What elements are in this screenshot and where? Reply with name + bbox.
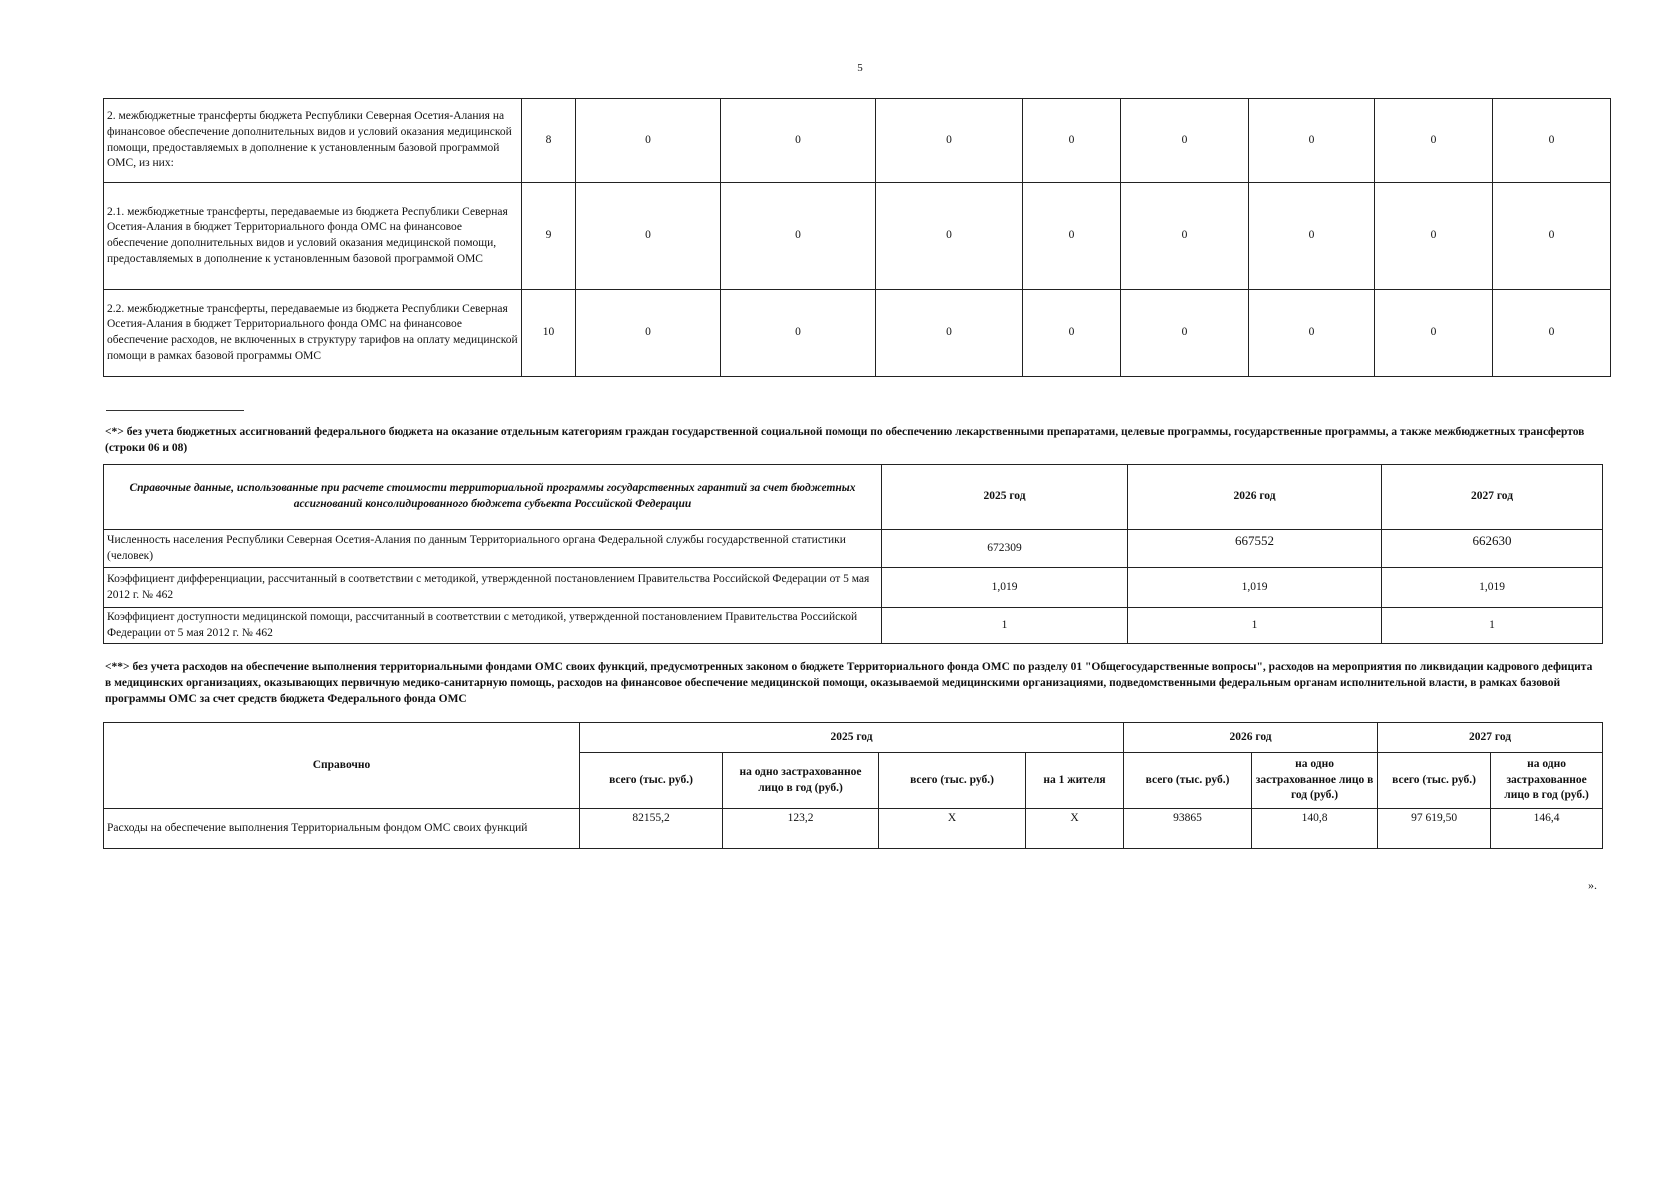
cell-value: 0 [1121,183,1249,290]
cell-value: 662630 [1382,530,1603,568]
cell-value: 0 [1375,183,1493,290]
reference-data-table [103,464,1603,644]
table-row [104,183,1611,290]
cell-value: 0 [1249,183,1375,290]
column-header-label: Справочно [104,723,580,809]
cell-value: 0 [1249,99,1375,183]
row-code: 10 [522,290,576,377]
cell-value: 0 [1493,99,1611,183]
column-header-2026: 2026 год [1128,465,1382,530]
row-code: 8 [522,99,576,183]
cell-value: 1 [1128,608,1382,644]
cell-value: 97 619,50 [1378,809,1491,849]
transfers-table [103,98,1611,377]
cell-value: 0 [1249,290,1375,377]
cell-value: 0 [1121,290,1249,377]
cell-value: 0 [876,183,1023,290]
column-header-2025: 2025 год [882,465,1128,530]
cell-value: 1,019 [1382,568,1603,608]
table-header-row [104,465,1603,530]
row-label: Численность населения Республики Северная Осетия-Алания по данным Территориального органа Федеральной службы государственной статистики (человек) [104,530,882,568]
cell-value: 0 [1023,290,1121,377]
cell-value: 0 [1375,290,1493,377]
expenses-reference-table [103,722,1603,849]
cell-value: 0 [576,290,721,377]
footnote-separator [106,410,244,411]
cell-value: 0 [1493,183,1611,290]
cell-value: 1,019 [882,568,1128,608]
column-header-total: всего (тыс. руб.) [879,753,1026,809]
cell-value: 1 [1382,608,1603,644]
row-label: Коэффициент дифференциации, рассчитанный в соответствии с методикой, утвержденной постановлением Правительства Российской Федерации от 5 мая 2012 г. № 462 [104,568,882,608]
table-row [104,530,1603,568]
cell-value: 0 [1493,290,1611,377]
page-number: 5 [857,62,863,74]
column-header-total: всего (тыс. руб.) [580,753,723,809]
cell-value: 0 [1121,99,1249,183]
column-header-total: всего (тыс. руб.) [1124,753,1252,809]
cell-value: 0 [721,99,876,183]
cell-value: 1 [882,608,1128,644]
cell-value: 0 [1023,183,1121,290]
row-description: 2.2. межбюджетные трансферты, передаваемые из бюджета Республики Северная Осетия-Алания в бюджет Территориального фонда ОМС на финансовое обеспечение расходов, не включенных в структуру тарифов на оплату медицинской помощи в рамках базовой программы ОМС [104,290,522,377]
cell-value: 667552 [1128,530,1382,568]
cell-value: 82155,2 [580,809,723,849]
table-row [104,608,1603,644]
cell-value: 1,019 [1128,568,1382,608]
column-header-per-resident: на 1 жителя [1026,753,1124,809]
column-header-per-insured: на одно застрахованное лицо в год (руб.) [1252,753,1378,809]
footnote-2: <**> без учета расходов на обеспечение выполнения территориальными фондами ОМС своих функций, предусмотренных законом о бюджете Территориального фонда ОМС по разделу 01 "Общегосударственные вопросы", расходов на мероприятия по ликвидации кадрового дефицита в медицинских организациях, оказывающих первичную медико-санитарную помощь, расходов на финансовое обеспечение медицинской помощи, оказываемой медицинскими организациями, подведомственными федеральным органам исполнительной власти, в рамках базовой программы ОМС за счет средств бюджета Федерального фонда ОМС [105,661,1593,706]
cell-value: 0 [1375,99,1493,183]
cell-value: 140,8 [1252,809,1378,849]
table-row [104,568,1603,608]
row-label: Коэффициент доступности медицинской помощи, рассчитанный в соответствии с методикой, утвержденной постановлением Правительства Российской Федерации от 5 мая 2012 г. № 462 [104,608,882,644]
cell-value: 0 [1023,99,1121,183]
column-header-2027: 2027 год [1382,465,1603,530]
column-header-total: всего (тыс. руб.) [1378,753,1491,809]
row-label: Расходы на обеспечение выполнения Территориальным фондом ОМС своих функций [104,809,580,849]
footnote-1: <*> без учета бюджетных ассигнований федерального бюджета на оказание отдельным категориям граждан государственной социальной помощи по обеспечению лекарственными препаратами, целевые программы, государственные программы, а также межбюджетных трансфертов (строки 06 и 08) [105,426,1585,455]
cell-value: 146,4 [1491,809,1603,849]
column-header-per-insured: на одно застрахованное лицо в год (руб.) [1491,753,1603,809]
table-header-row [104,723,1603,753]
table-row [104,290,1611,377]
column-header-2025: 2025 год [580,723,1124,753]
cell-value: 93865 [1124,809,1252,849]
table-row [104,809,1603,849]
table-row [104,99,1611,183]
cell-value: Х [879,809,1026,849]
cell-value: 0 [576,99,721,183]
cell-value: 0 [721,290,876,377]
cell-value: 0 [721,183,876,290]
cell-value: 123,2 [723,809,879,849]
column-header-per-insured: на одно застрахованное лицо в год (руб.) [723,753,879,809]
cell-value: 0 [576,183,721,290]
table-title: Справочные данные, использованные при расчете стоимости территориальной программы государственных гарантий за счет бюджетных ассигнований консолидированного бюджета субъекта Российской Федерации [104,465,882,530]
cell-value: 672309 [882,530,1128,568]
column-header-2027: 2027 год [1378,723,1603,753]
cell-value: 0 [876,99,1023,183]
column-header-2026: 2026 год [1124,723,1378,753]
cell-value: 0 [876,290,1023,377]
row-description: 2. межбюджетные трансферты бюджета Республики Северная Осетия-Алания на финансовое обеспечение дополнительных видов и условий оказания медицинской помощи, предоставляемых в дополнение к установленным базовой программой ОМС, из них: [104,99,522,183]
row-description: 2.1. межбюджетные трансферты, передаваемые из бюджета Республики Северная Осетия-Алания в бюджет Территориального фонда ОМС на финансовое обеспечение дополнительных видов и условий оказания медицинской помощи, предоставляемых в дополнение к установленным базовой программой ОМС [104,183,522,290]
cell-value: Х [1026,809,1124,849]
row-code: 9 [522,183,576,290]
closing-quote: ». [1588,878,1597,892]
